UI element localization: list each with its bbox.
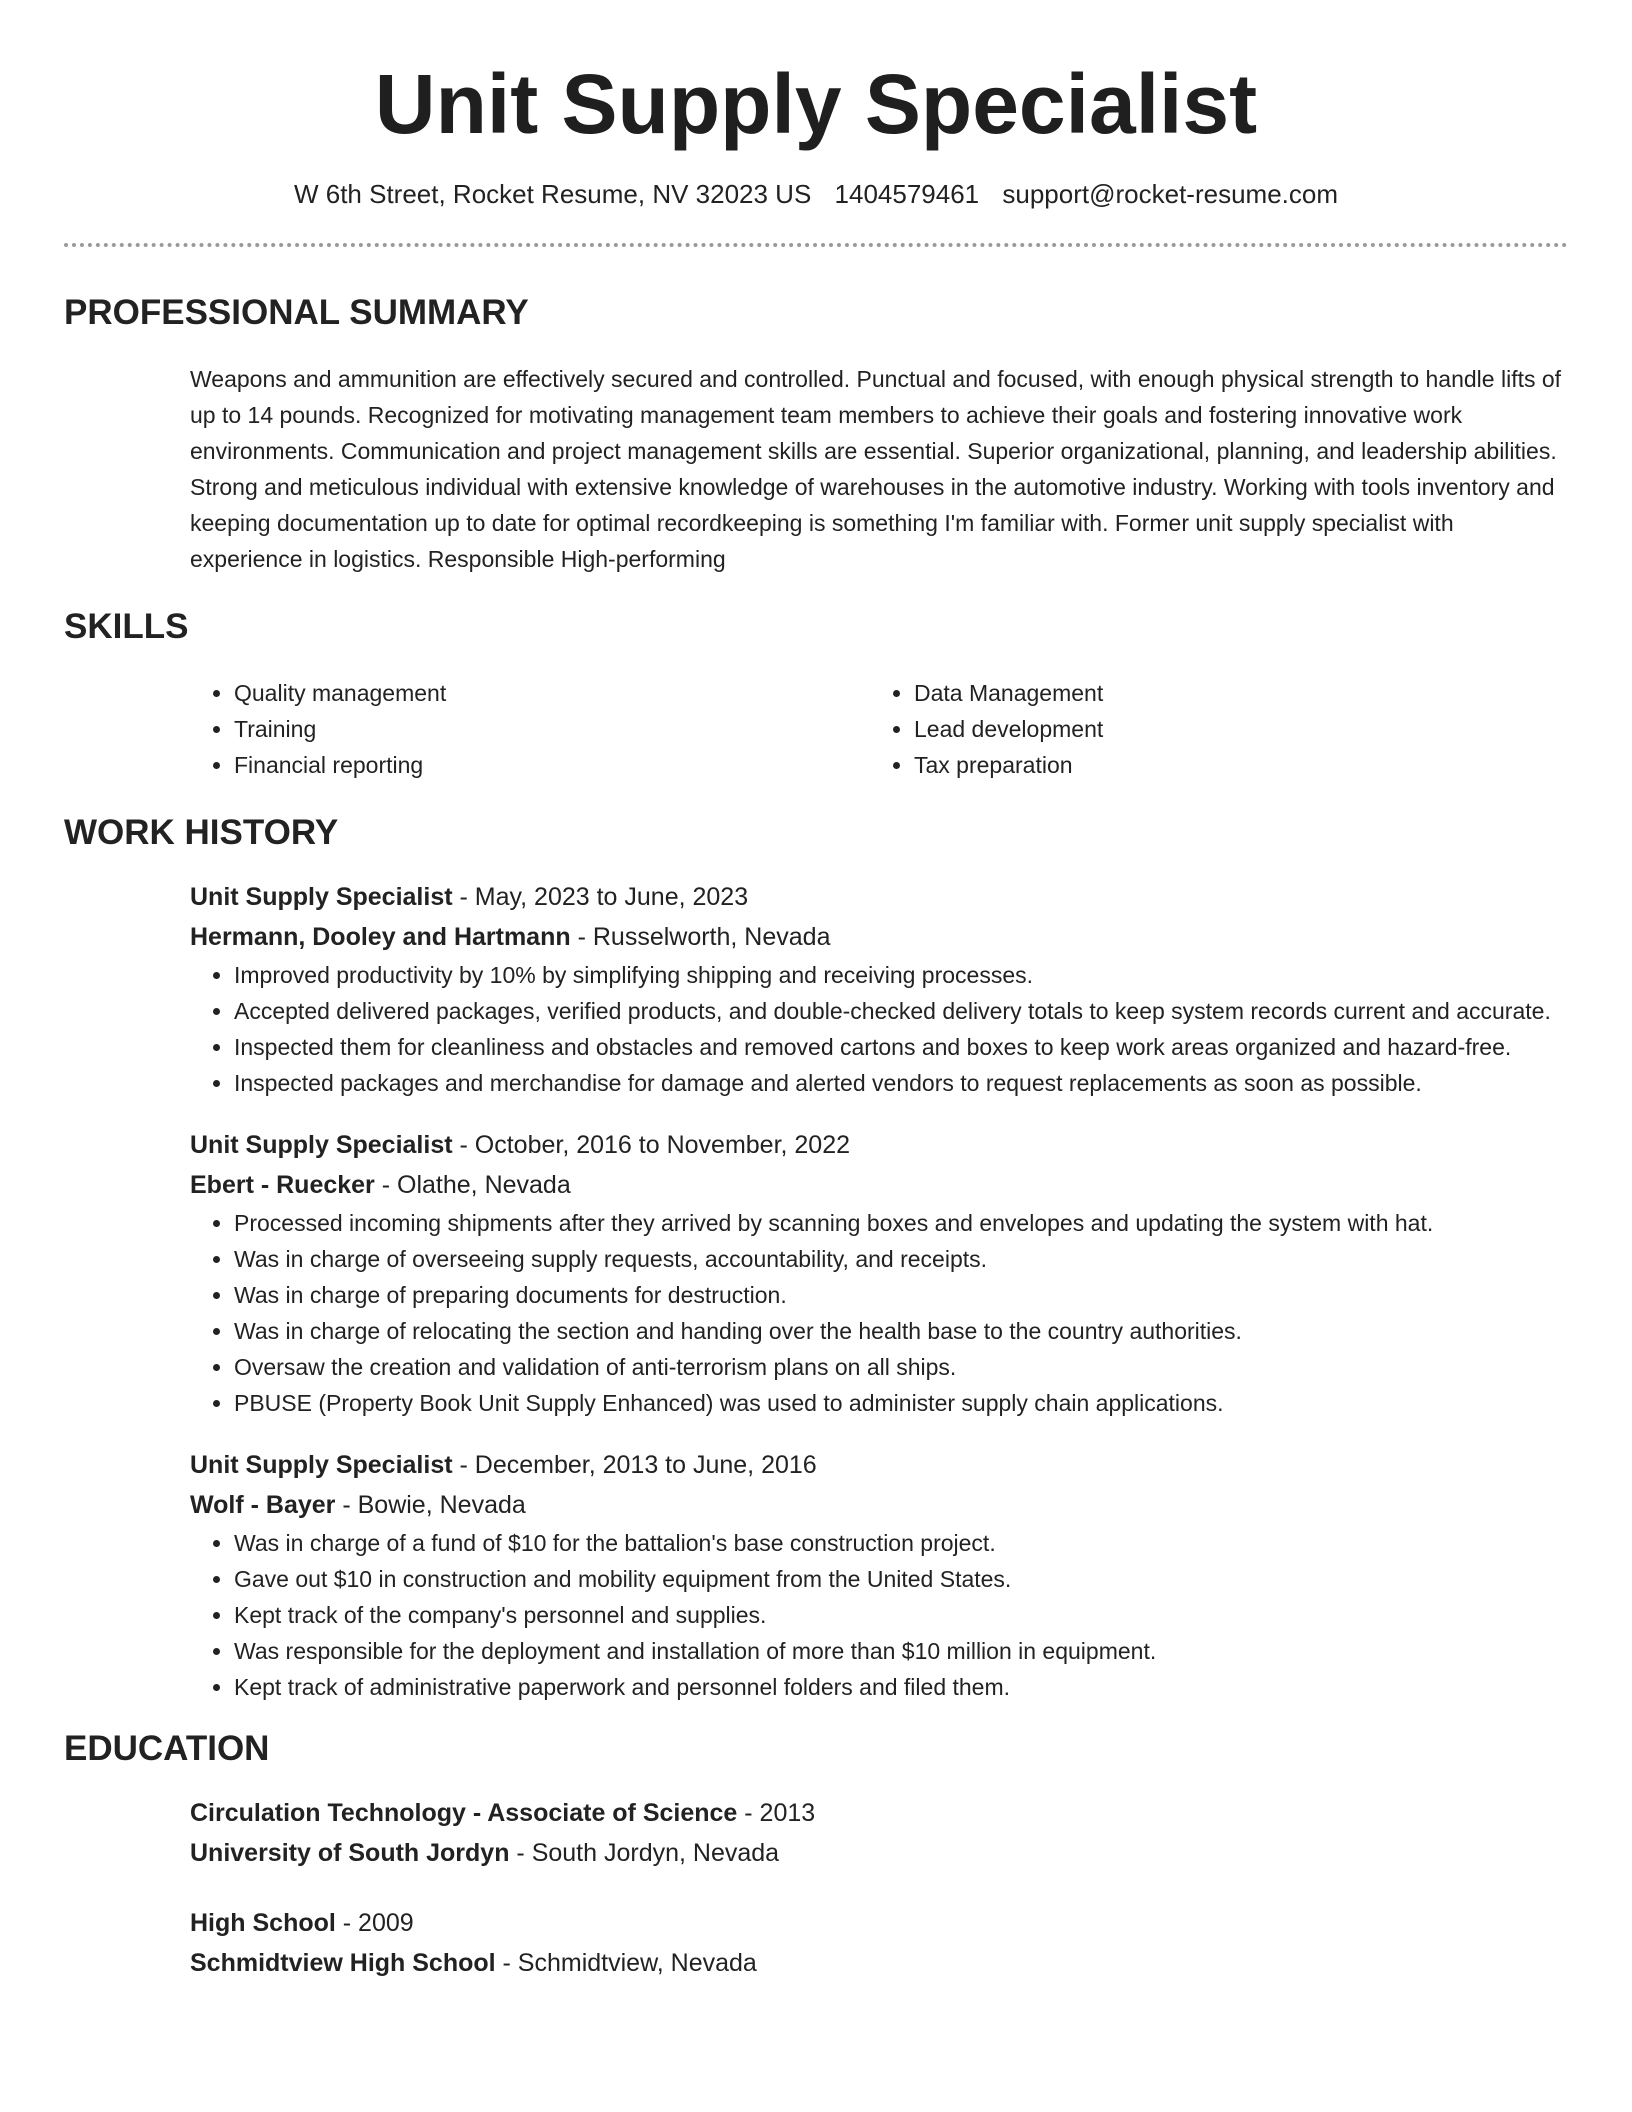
work-title: WORK HISTORY [64,813,339,852]
skill-item: • Training [234,711,870,747]
contact-line [64,178,1568,210]
education-school-line [190,1833,1568,1873]
education-year: - 2009 [335,1909,414,1937]
job-bullet: • Gave out $10 in construction and mobility equipment from the United States. [234,1561,1568,1597]
education-year: - 2013 [737,1799,816,1827]
education-entry [190,1903,1568,1983]
skill-item: • Tax preparation [914,747,1550,783]
education-school-line [190,1943,1568,1983]
job-location: - Russelworth, Nevada [570,923,831,951]
job-entry [190,1445,1568,1705]
job-bullet: • Was in charge of preparing documents for destruction. [234,1277,1568,1313]
education-location: - South Jordyn, Nevada [509,1839,780,1867]
job-bullet: • Oversaw the creation and validation of anti-terrorism plans on all ships. [234,1349,1568,1385]
job-bullet: • PBUSE (Property Book Unit Supply Enhanced) was used to administer supply chain applications. [234,1385,1568,1421]
skills-title: SKILLS [64,607,189,646]
contact-email: support@rocket-resume.com [1002,179,1339,209]
job-bullet: • Improved productivity by 10% by simplifying shipping and receiving processes. [234,957,1568,993]
resume-page [64,0,1568,2013]
job-title-line [190,1125,1568,1165]
education-degree: Circulation Technology - Associate of Science [190,1799,738,1827]
job-bullet: • Was in charge of overseeing supply requests, accountability, and receipts. [234,1241,1568,1277]
job-company: Ebert - Ruecker [190,1171,375,1199]
job-entry [190,1125,1568,1421]
job-dates: - October, 2016 to November, 2022 [452,1131,851,1159]
job-bullet: • Inspected them for cleanliness and obstacles and removed cartons and boxes to keep work areas organized and hazard-free. [234,1029,1568,1065]
education-list [190,1793,1568,1983]
education-entry [190,1793,1568,1873]
jobs-list [190,877,1568,1705]
job-title: Unit Supply Specialist [190,1451,453,1479]
summary-title: PROFESSIONAL SUMMARY [64,293,529,332]
resume-name: Unit Supply Specialist [374,57,1258,151]
skills-grid [190,675,1568,783]
job-entry [190,877,1568,1101]
job-company-line [190,917,1568,957]
job-title: Unit Supply Specialist [190,1131,453,1159]
education-degree-line [190,1903,1568,1943]
job-bullet: • Inspected packages and merchandise for damage and alerted vendors to request replacements as soon as possible. [234,1065,1568,1101]
skill-item: • Quality management [234,675,870,711]
job-bullet: • Processed incoming shipments after they arrived by scanning boxes and envelopes and updating the system with hat. [234,1205,1568,1241]
skill-item: • Financial reporting [234,747,870,783]
contact-address: W 6th Street, Rocket Resume, NV 32023 US [293,179,812,209]
job-company: Wolf - Bayer [190,1491,336,1519]
job-company-line [190,1165,1568,1205]
job-bullets [190,957,1568,1101]
job-location: - Olathe, Nevada [374,1171,571,1199]
skills-list-right [870,675,1550,783]
job-bullet: • Kept track of the company's personnel and supplies. [234,1597,1568,1633]
education-school: Schmidtview High School [190,1949,496,1977]
job-company-line [190,1485,1568,1525]
summary-text: Weapons and ammunition are effectively secured and controlled. Punctual and focused, with enough physical strength to handle lifts of up to 14 pounds. Recognized for motivating management team members to achieve their goals and fostering innovative work environments. Communication and project management skills are essential. Superior organizational, planning, and leadership abilities. Strong and meticulous individual with extensive knowledge of warehouses in the automotive industry. Working with tools inventory and keeping documentation up to date for optimal recordkeeping is something I'm familiar with. Former unit supply specialist with experience in logistics. Responsible High-performing [190,366,1562,572]
education-degree: High School [190,1909,336,1937]
job-bullets [190,1205,1568,1421]
work-section [64,813,1568,1705]
job-bullet: • Was in charge of relocating the section and handing over the health base to the country authorities. [234,1313,1568,1349]
job-bullet: • Was responsible for the deployment and installation of more than $10 million in equipment. [234,1633,1568,1669]
education-location: - Schmidtview, Nevada [495,1949,757,1977]
job-bullet: • Accepted delivered packages, verified products, and double-checked delivery totals to keep system records current and accurate. [234,993,1568,1029]
job-company: Hermann, Dooley and Hartmann [190,923,571,951]
skill-item: • Lead development [914,711,1550,747]
skills-section [64,607,1568,783]
education-section [64,1729,1568,1983]
job-dates: - December, 2013 to June, 2016 [452,1451,817,1479]
job-bullet: • Was in charge of a fund of $10 for the battalion's base construction project. [234,1525,1568,1561]
job-title: Unit Supply Specialist [190,883,453,911]
job-title-line [190,1445,1568,1485]
header-divider [64,243,1568,247]
education-school: University of South Jordyn [190,1839,510,1867]
job-bullet: • Kept track of administrative paperwork and personnel folders and filed them. [234,1669,1568,1705]
education-title: EDUCATION [64,1729,270,1768]
job-title-line [190,877,1568,917]
contact-phone: 1404579461 [834,179,980,209]
job-dates: - May, 2023 to June, 2023 [452,883,749,911]
skills-list-left [190,675,870,783]
job-location: - Bowie, Nevada [335,1491,526,1519]
skill-item: • Data Management [914,675,1550,711]
job-bullets [190,1525,1568,1705]
education-degree-line [190,1793,1568,1833]
summary-section [64,293,1568,577]
